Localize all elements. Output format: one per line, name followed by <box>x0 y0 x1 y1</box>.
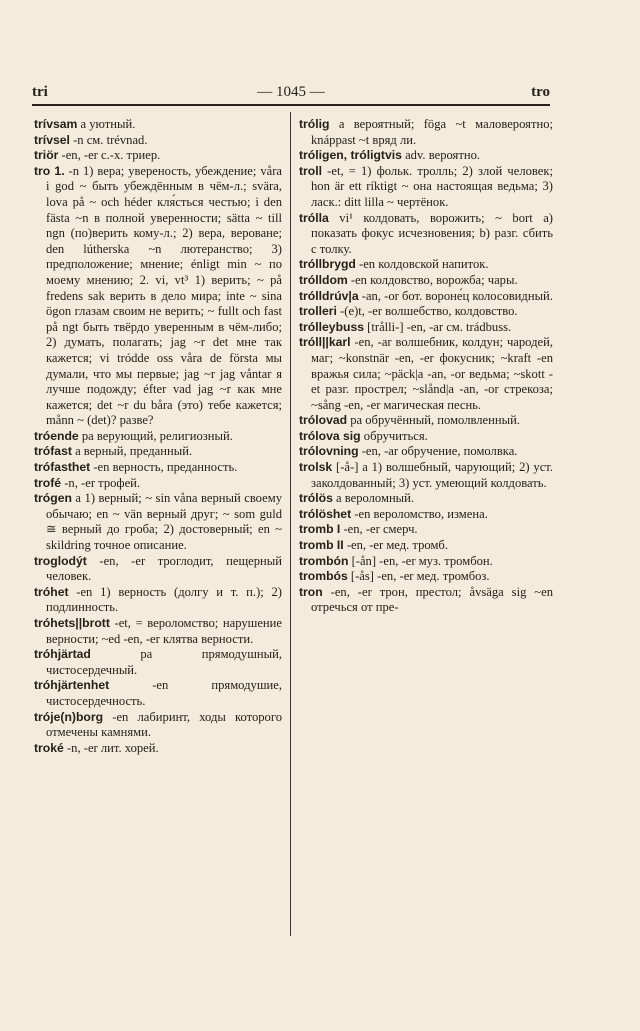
entry-definition: -en, -er троглодит, пещерный человек. <box>46 553 282 584</box>
dictionary-entry <box>299 273 553 289</box>
entry-definition: -n, -er лит. хорей. <box>63 740 159 755</box>
column-divider <box>290 112 291 936</box>
entry-definition: -en, -er смерч. <box>340 522 418 537</box>
entry-headword: trívsam <box>34 117 78 131</box>
entry-definition: -en, -er трон, престол; åvsäga sig ~en отречься от пре- <box>311 584 553 615</box>
entry-headword: tromb I <box>299 522 341 537</box>
entry-headword: trolleri <box>299 304 337 319</box>
dictionary-entry <box>299 444 553 460</box>
entry-definition: -et, = 1) фольк. тролль; 2) злой человек; hon är ett ríktigt ~ она настоящая ведьма; 3) ласк.: ditt lilla ~ чертёнок. <box>311 163 553 209</box>
entry-headword: troglodýt <box>34 553 87 568</box>
entry-headword: tróligen, tróligtvis <box>299 148 402 163</box>
header-rule <box>32 104 550 106</box>
dictionary-entry <box>34 164 282 429</box>
dictionary-entry <box>299 289 553 305</box>
entry-definition: [-å-] a 1) волшебный, чарующий; 2) уст. заколдованный; 3) уст. умеющий колдовать. <box>311 460 553 490</box>
entry-definition: [trålli-] -en, -ar см. trádbuss. <box>364 319 512 334</box>
entry-definition: [-ån] -en, -er муз. тромбон. <box>348 553 493 568</box>
dictionary-entry <box>299 164 553 211</box>
entry-headword: trólova sig <box>299 428 361 443</box>
entry-headword: trólöshet <box>299 506 352 521</box>
entry-headword: troll <box>299 163 323 178</box>
entry-definition: pa верующий, религиозный. <box>78 428 233 443</box>
dictionary-entry <box>34 616 282 647</box>
entry-headword: trolsk <box>299 460 333 475</box>
entry-definition: -en верность, преданность. <box>90 460 238 475</box>
entry-headword: tróhjärtenhet <box>34 678 110 693</box>
entry-headword: trólldrúv|a <box>299 288 359 303</box>
entry-definition: vi¹ колдовать, ворожить; ~ bort a) показать фокус исчезновения; b) разг. сбить с толку. <box>311 210 553 256</box>
left-guide-word: tri <box>32 84 48 100</box>
entry-definition: -en, -er мед. тромб. <box>343 538 448 553</box>
dictionary-entry <box>299 569 553 585</box>
entry-headword: trólleybuss <box>299 319 365 334</box>
entry-headword: tróende <box>34 428 79 443</box>
entry-headword: tromb II <box>299 538 344 553</box>
entry-headword: trófasthet <box>34 460 91 475</box>
entry-headword: tróll||karl <box>299 335 351 350</box>
dictionary-entry <box>34 460 282 476</box>
entry-definition: -en, -ar обручение, помолвка. <box>358 444 518 459</box>
dictionary-entry <box>299 335 553 413</box>
dictionary-entry <box>34 444 282 460</box>
dictionary-entry <box>299 148 553 164</box>
entry-definition: -en колдовство, ворожба; чары. <box>347 272 518 287</box>
entry-definition: a верный, преданный. <box>71 444 193 459</box>
entry-definition: -n, -er трофей. <box>61 475 141 490</box>
entry-headword: tron <box>299 584 323 599</box>
entry-headword: trólla <box>299 210 329 225</box>
entry-definition: -en лабиринт, ходы которого отмечены камнями. <box>46 709 282 740</box>
entry-definition: pa прямодушный, чистосердечный. <box>46 647 282 677</box>
entry-definition: a 1) верный; ~ sin våna верный своему обычаю; en ~ vän верный друг; ~ som guld ≅ верный до гроба; 2) достоверный; en ~ skildring точное описание. <box>46 491 282 553</box>
dictionary-entry <box>299 460 553 491</box>
page-header <box>32 84 550 106</box>
entry-definition: -n 1) вера; увереность, убеждение; våra i god ~ быть убеждённым в чём-л.; svära, lova på ~ och héder кля́сться честью; i den fästa ~n в полной уверенности; sätta ~ till ngn (по)верить кому-л.; 2) вера, вероване; den lútherska ~n лютеранство; 3) предположение; мнение; énligt min ~ по моему мнению; 2. vi, vt³ 1) верить; ~ på fredens sak верить в дело мира; inte ~ sina ögon глазам своим не верить; ~ fullt och fast på ngt быть твёрдо уверенным в чём-либо; 2) думать, полагать; jag ~r det мне так кажется; vi tródde oss våra de första мы думали, что мы первые; jag ~r jag våntar я лучше подожду; éfter vad jag ~r как мне кажется; det ~r du båra (это) тебе кажется; månn ~ (det)? разве? <box>46 163 283 428</box>
entry-definition: -(e)t, -er волшебство, колдовство. <box>336 304 518 319</box>
dictionary-entry <box>299 257 553 273</box>
dictionary-entry <box>299 538 553 554</box>
entry-headword: trólös <box>299 491 333 506</box>
dictionary-entry <box>299 585 553 616</box>
dictionary-entry <box>299 211 553 258</box>
entry-headword: tro 1. <box>34 163 65 178</box>
entry-definition: [-ås] -en, -er мед. тромбоз. <box>347 569 490 584</box>
dictionary-entry <box>34 429 282 445</box>
dictionary-entry <box>299 554 553 570</box>
entry-definition: -en, -ar волшебник, колдун; чародей, маг; ~konstnär -en, -er фокусник; ~kraft -en вражья сила; ~päck|a -an, -or ведьма; ~skott -et разг. прострел; ~slånd|a -an, -or стрекоза; ~sång -en, -er магическая песнь. <box>311 335 553 412</box>
dictionary-entry <box>34 585 282 616</box>
entry-definition: -en прямодушие, чистосердечность. <box>46 678 282 708</box>
entry-definition: -an, -or бот. вороне́ц колосовидный. <box>358 288 553 303</box>
entry-headword: tróhet <box>34 584 69 599</box>
entry-definition: -et, = вероломство; нарушение верности; ~ed -en, -er клятва верности. <box>46 616 282 646</box>
dictionary-entry <box>299 522 553 538</box>
dictionary-entry <box>34 741 282 757</box>
entry-headword: tróhets||brott <box>34 616 110 630</box>
entry-headword: trívsel <box>34 132 70 147</box>
entry-headword: trólldom <box>299 272 348 287</box>
entry-headword: trólig <box>299 117 330 131</box>
entry-headword: trógen <box>34 491 72 506</box>
page-number: — 1045 — <box>257 84 325 100</box>
dictionary-entry <box>34 117 282 133</box>
dictionary-entry <box>299 304 553 320</box>
entry-definition: pa обручённый, помолвленный. <box>347 413 520 428</box>
dictionary-entry <box>34 554 282 585</box>
dictionary-entry <box>299 429 553 445</box>
entry-definition: -en, -er с.-х. триер. <box>58 148 161 163</box>
entry-definition: -en колдовской напиток. <box>355 257 489 272</box>
entry-headword: trombós <box>299 569 348 584</box>
dictionary-entry <box>299 117 553 148</box>
entry-definition: -en 1) верность (долгу и т. п.); 2) подлинность. <box>46 584 282 615</box>
entry-headword: tróhjärtad <box>34 647 91 662</box>
dictionary-entry <box>34 647 282 678</box>
dictionary-entry <box>299 320 553 336</box>
entry-definition: обручиться. <box>360 428 428 443</box>
entry-headword: tróje(n)borg <box>34 709 104 724</box>
left-column <box>34 117 282 756</box>
entry-headword: trófast <box>34 444 72 459</box>
dictionary-entry <box>34 678 282 709</box>
entry-headword: trofé <box>34 475 62 490</box>
entry-headword: trombón <box>299 553 349 568</box>
entry-headword: triör <box>34 148 59 163</box>
entry-headword: trólovning <box>299 444 359 459</box>
entry-definition: a уютный. <box>77 117 136 131</box>
dictionary-entry <box>34 148 282 164</box>
entry-headword: trólovad <box>299 413 348 428</box>
dictionary-entry <box>299 413 553 429</box>
dictionary-entry <box>299 491 553 507</box>
entry-definition: a вероломный. <box>332 491 415 506</box>
dictionary-entry <box>34 491 282 553</box>
dictionary-entry <box>34 133 282 149</box>
entry-definition: adv. вероятно. <box>401 148 481 163</box>
entry-headword: troké <box>34 740 64 755</box>
dictionary-entry <box>299 507 553 523</box>
entry-headword: tróllbrygd <box>299 257 356 272</box>
right-guide-word: tro <box>531 84 550 100</box>
entry-definition: a вероятный; föga ~t маловероятно; knáppast ~t вряд ли. <box>311 117 553 147</box>
dictionary-entry <box>34 710 282 741</box>
entry-definition: -en вероломство, измена. <box>351 506 488 521</box>
entry-definition: -n см. trévnad. <box>69 132 148 147</box>
right-column <box>299 117 553 616</box>
dictionary-entry <box>34 476 282 492</box>
